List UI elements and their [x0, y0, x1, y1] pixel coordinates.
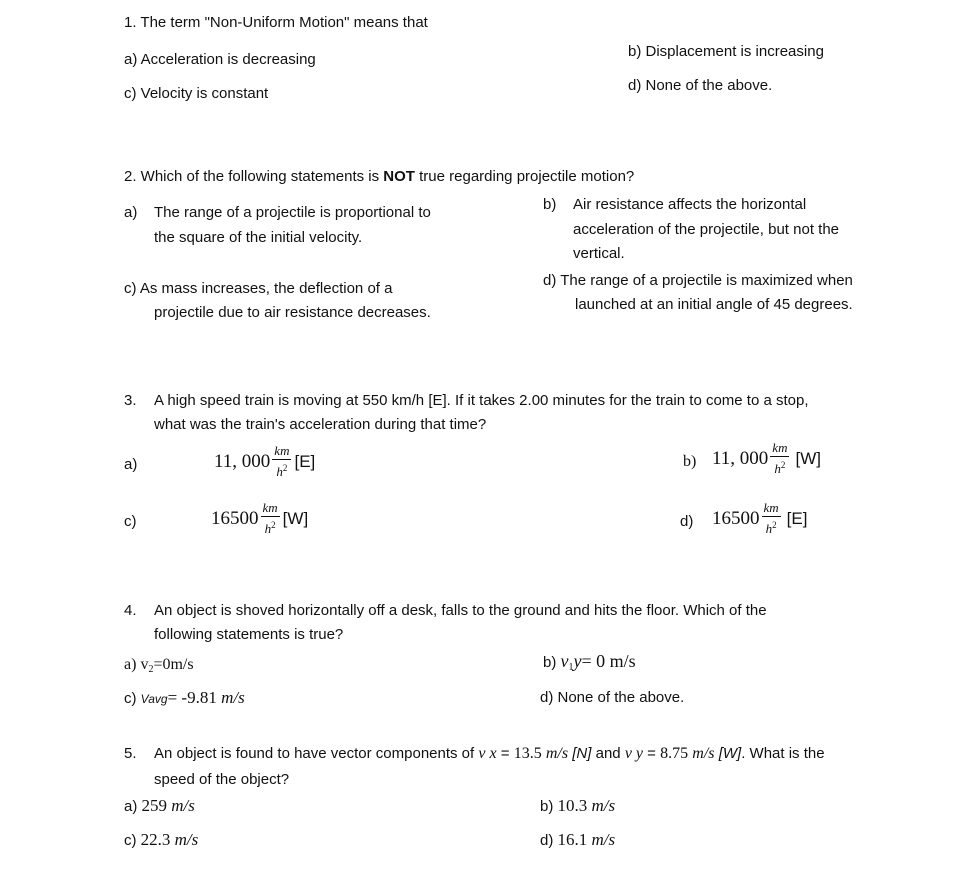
q4-line1: An object is shoved horizontally off a desk, falls to the ground and hits the floor. Which of the: [154, 602, 767, 619]
q4-option-c: [124, 688, 245, 709]
q5-vx-value: 13.5: [513, 745, 542, 762]
q4-option-b-sub: 1: [568, 662, 574, 673]
q2-option-d-line1: d) The range of a projectile is maximized when: [543, 272, 853, 289]
q3-option-d-value: 16500: [712, 507, 760, 529]
q2-option-d-line2: launched at an initial angle of 45 degrees.: [575, 296, 853, 313]
q5-vy-unit: m/s: [692, 745, 715, 762]
q5-option-a-value: 259: [141, 796, 168, 815]
q3-option-d-direction: [E]: [786, 508, 808, 528]
q3-option-b-unit-h: h: [774, 461, 781, 476]
q5-line1: [154, 744, 825, 764]
q5-option-d-label: d): [540, 832, 558, 849]
q2-option-c-line2: projectile due to air resistance decreases.: [154, 304, 431, 321]
q3-option-d-unit-den: [766, 517, 777, 536]
q4-option-a-label: a): [124, 656, 141, 673]
q4-option-a-rest: =0m/s: [153, 656, 194, 673]
q5-vx-direction: [N]: [572, 745, 592, 762]
q2-option-a-label: a): [124, 204, 138, 221]
q3-option-c-label: c): [124, 513, 137, 530]
q1-option-d: d) None of the above.: [628, 77, 773, 94]
q4-number: 4.: [124, 602, 137, 619]
q5-option-c: [124, 830, 198, 851]
q3-line2: what was the train's acceleration during that time?: [154, 416, 487, 433]
q3-option-b-unit-fraction: [770, 441, 789, 476]
q5-vy-value: 8.75: [660, 745, 689, 762]
q4-option-b-y: y: [573, 651, 582, 671]
q2-option-b-line2: acceleration of the projectile, but not the: [573, 221, 840, 238]
q5-option-b-unit: m/s: [591, 796, 616, 815]
q5-text-3: and: [591, 745, 625, 762]
q3-option-c-expression: [211, 501, 308, 536]
q3-option-d-label: d): [680, 513, 694, 530]
q3-option-b-unit-exp: 2: [780, 460, 786, 470]
q2-stem-post: true regarding projectile motion?: [414, 168, 635, 185]
q3-option-a-expression: [214, 444, 315, 479]
q3-number: 3.: [124, 392, 137, 409]
q2-stem-pre: 2. Which of the following statements is: [124, 168, 384, 185]
q3-option-a-direction: [E]: [294, 451, 316, 471]
q5-line2: speed of the object?: [154, 771, 290, 788]
q4-option-b: [543, 651, 636, 678]
q1-stem: 1. The term "Non-Uniform Motion" means that: [124, 14, 428, 31]
q1-option-a: a) Acceleration is decreasing: [124, 51, 316, 68]
q3-option-b-value: 11, 000: [712, 447, 769, 469]
q4-option-c-label: c): [124, 690, 141, 707]
q4-option-c-unit: m/s: [221, 688, 245, 707]
q3-option-d-expression: [712, 501, 807, 536]
q2-option-b-label: b): [543, 196, 557, 213]
q5-option-a-unit: m/s: [171, 796, 195, 815]
q5-text-4: =: [643, 745, 661, 762]
q2-option-c-line1: c) As mass increases, the deflection of a: [124, 280, 393, 297]
q3-option-c-direction: [W]: [282, 508, 309, 528]
q2-stem: [124, 167, 634, 187]
q3-option-c-unit-exp: 2: [271, 520, 276, 530]
q3-option-d-unit-num: km: [763, 500, 779, 515]
q3-option-b-label: b): [683, 453, 697, 470]
q2-option-b-line1: Air resistance affects the horizontal: [573, 196, 807, 213]
q5-vy: v y: [624, 745, 644, 762]
q3-option-a-unit-exp: 2: [282, 463, 288, 473]
q5-option-a-label: a): [124, 798, 142, 815]
q3-option-a-unit-num: km: [274, 443, 290, 458]
q4-option-c-var: Vavg: [140, 692, 168, 706]
q3-option-a-label: a): [124, 456, 138, 473]
q3-option-d-unit-h: h: [765, 521, 773, 536]
q2-option-a-line1: The range of a projectile is proportional to: [154, 204, 431, 221]
q3-option-a-unit-den: [276, 460, 287, 479]
q4-option-a-sub: 2: [148, 664, 154, 675]
q5-option-d-value: 16.1: [557, 830, 588, 849]
q5-option-a: [124, 796, 195, 817]
q5-text-2: =: [496, 745, 514, 762]
q4-option-b-rest: = 0 m/s: [581, 651, 636, 671]
q5-vy-direction: [W]: [718, 745, 742, 762]
q3-option-b-unit-num: km: [772, 440, 788, 455]
q5-option-c-unit: m/s: [174, 830, 199, 849]
q5-option-b: [540, 796, 615, 817]
q4-line2: following statements is true?: [154, 626, 344, 643]
q3-option-c-unit-fraction: [261, 501, 280, 536]
q2-option-b-line3: vertical.: [573, 245, 625, 262]
q3-option-c-unit-den: [265, 517, 276, 536]
q3-option-c-unit-num: km: [262, 500, 278, 515]
q3-option-a-value: 11, 000: [214, 450, 271, 472]
q5-option-c-value: 22.3: [140, 830, 171, 849]
q5-option-d-unit: m/s: [591, 830, 616, 849]
q2-option-a-line2: the square of the initial velocity.: [154, 229, 363, 246]
q4-option-b-v: v: [560, 651, 569, 671]
q3-option-d-unit-fraction: [762, 501, 781, 536]
q5-vx-unit: m/s: [545, 745, 569, 762]
q5-option-b-value: 10.3: [557, 796, 588, 815]
q4-option-a-v: v: [140, 656, 149, 673]
q3-option-d-unit-exp: 2: [772, 520, 777, 530]
q3-option-c-value: 16500: [211, 507, 259, 529]
q1-option-b: b) Displacement is increasing: [628, 43, 824, 60]
q5-option-d: [540, 830, 615, 851]
q2-stem-emphasis: NOT: [383, 168, 415, 185]
q1-option-c: c) Velocity is constant: [124, 85, 269, 102]
q3-option-a-unit-h: h: [276, 464, 283, 479]
q5-text-1: An object is found to have vector components of: [154, 745, 479, 762]
q5-vx: v x: [478, 745, 497, 762]
q4-option-c-eq: = -9.81: [167, 688, 222, 707]
q3-option-b-expression: [712, 441, 821, 476]
q4-option-a: [124, 655, 194, 680]
q5-option-b-label: b): [540, 798, 558, 815]
q5-number: 5.: [124, 745, 137, 762]
q5-option-c-label: c): [124, 832, 141, 849]
q4-option-d: d) None of the above.: [540, 689, 685, 706]
q3-option-b-direction: [W]: [795, 448, 821, 468]
q3-option-a-unit-fraction: [272, 444, 291, 479]
q5-text-5: . What is the: [741, 745, 825, 762]
q4-option-b-label: b): [543, 654, 561, 671]
q3-option-c-unit-h: h: [264, 521, 272, 536]
q3-option-b-unit-den: [774, 457, 785, 476]
q3-line1: A high speed train is moving at 550 km/h [E]. If it takes 2.00 minutes for the train to come to a stop,: [154, 392, 809, 409]
